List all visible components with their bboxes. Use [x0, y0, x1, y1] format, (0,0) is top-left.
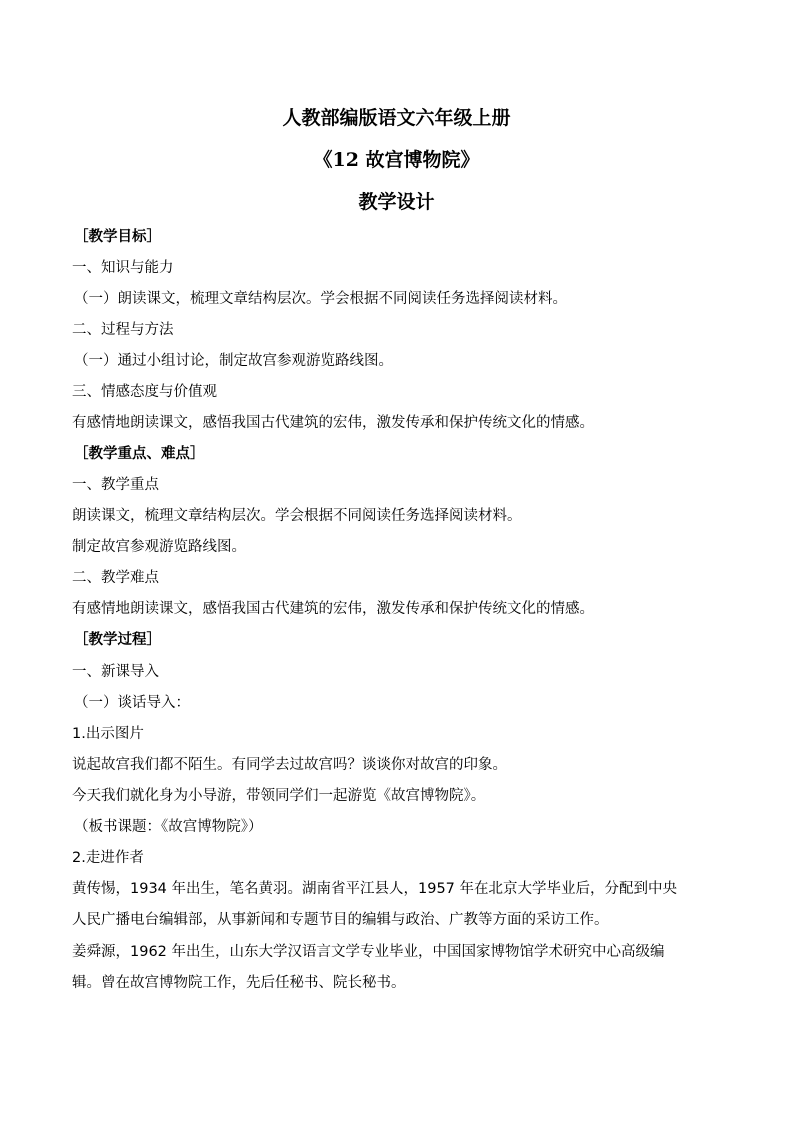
text-line: 三、情感态度与价值观: [72, 384, 217, 400]
text-line: 人民广播电台编辑部，从事新闻和专题节目的编辑与政治、广教等方面的采访工作。: [72, 912, 609, 928]
text-line: 一、新课导入: [72, 664, 159, 680]
text-line: 2.走进作者: [72, 850, 144, 866]
design-title: 教学设计: [358, 191, 435, 213]
text-line: 说起故宫我们都不陌生。有同学去过故宫吗？谈谈你对故宫的印象。: [72, 757, 507, 773]
text-line: 一、教学重点: [72, 477, 159, 493]
section-heading-key-points: ［教学重点、难点］: [74, 445, 205, 462]
text-line: （一）通过小组讨论，制定故宫参观游览路线图。: [74, 353, 393, 369]
text-line: 制定故宫参观游览路线图。: [72, 539, 246, 555]
text-line: （板书课题：《故宫博物院》）: [74, 819, 263, 835]
document-title: 人教部编版语文六年级上册: [282, 107, 511, 129]
lesson-title: 《12 故宫博物院》: [313, 149, 480, 171]
text-line: 有感情地朗读课文，感悟我国古代建筑的宏伟，激发传承和保护传统文化的情感。: [72, 415, 594, 431]
text-line: 黄传惕，1934 年出生，笔名黄羽。湖南省平江县人，1957 年在北京大学毕业后，分配到中央: [72, 881, 678, 897]
text-line: 辑。曾在故宫博物院工作，先后任秘书、院长秘书。: [72, 975, 406, 991]
text-line: 今天我们就化身为小导游，带领同学们一起游览《故宫博物院》。: [72, 788, 486, 804]
section-heading-process: ［教学过程］: [74, 631, 161, 648]
text-line: 二、过程与方法: [72, 322, 174, 338]
text-line: （一）朗读课文，梳理文章结构层次。学会根据不同阅读任务选择阅读材料。: [74, 291, 567, 307]
text-line: 1.出示图片: [72, 726, 144, 742]
text-line: 有感情地朗读课文，感悟我国古代建筑的宏伟，激发传承和保护传统文化的情感。: [72, 601, 594, 617]
section-heading-objectives: ［教学目标］: [74, 228, 161, 245]
text-line: （一）谈话导入：: [74, 695, 190, 711]
text-line: 一、知识与能力: [72, 260, 174, 276]
text-line: 二、教学难点: [72, 570, 159, 586]
text-line: 姜舜源，1962 年出生，山东大学汉语言文学专业毕业，中国国家博物馆学术研究中心高级编: [72, 944, 665, 960]
text-line: 朗读课文，梳理文章结构层次。学会根据不同阅读任务选择阅读材料。: [72, 508, 522, 524]
